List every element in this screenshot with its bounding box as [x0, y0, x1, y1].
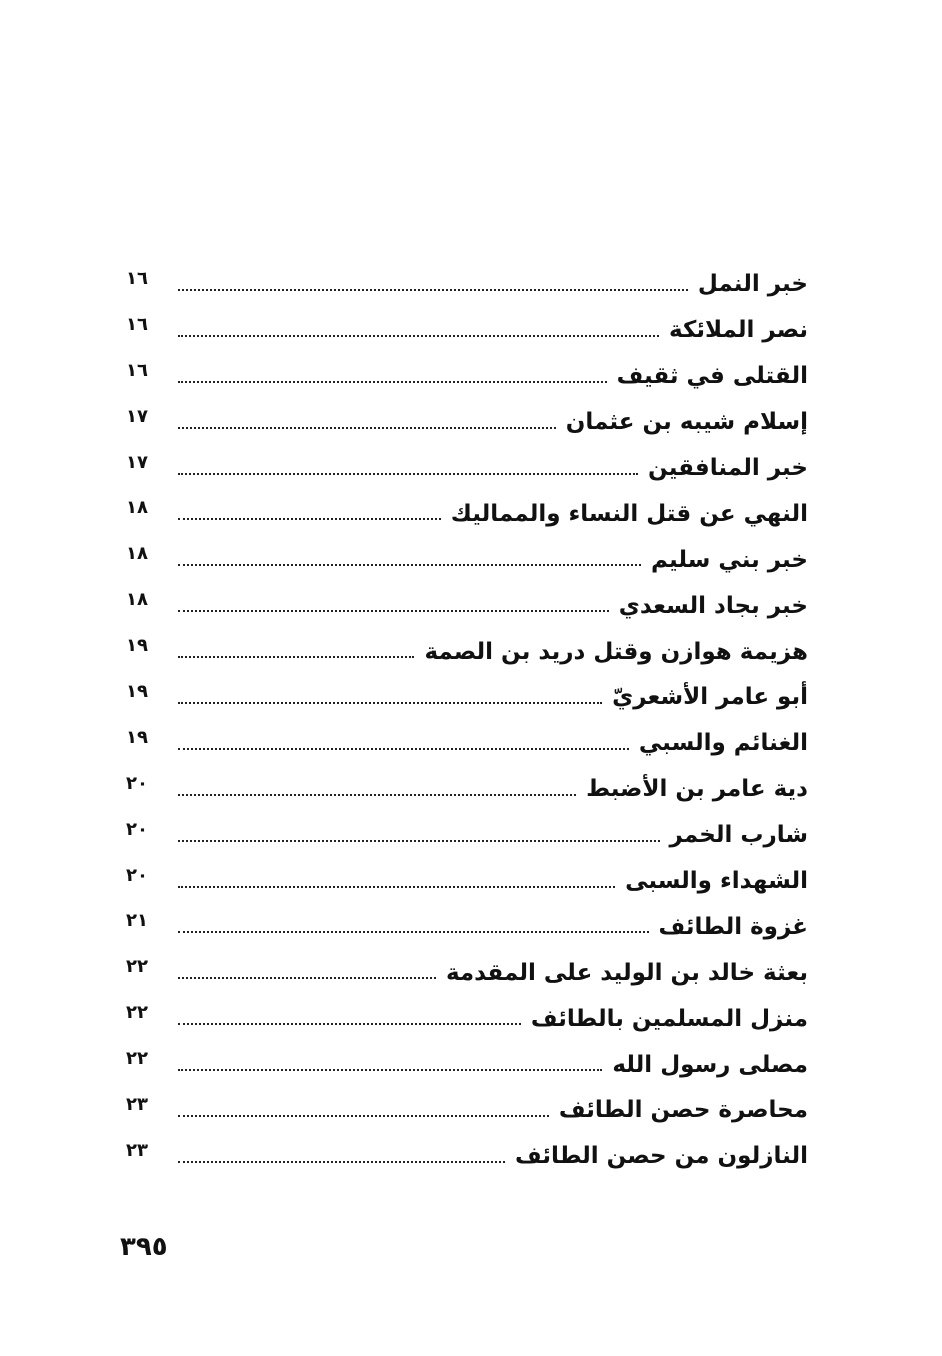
dot-leader — [178, 518, 441, 520]
toc-page-number: ١٨ — [126, 589, 148, 611]
toc-entry-title: دية عامر بن الأضبط — [586, 776, 808, 803]
dot-leader — [178, 335, 659, 337]
toc-page-number: ١٦ — [126, 313, 148, 335]
toc-entry-title: خبر بني سليم — [650, 546, 808, 573]
toc-entry-title: الشهداء والسبى — [625, 868, 808, 895]
dot-leader — [178, 748, 629, 750]
toc-entry-title: القتلى في ثقيف — [616, 363, 808, 390]
toc-page-number: ١٩ — [126, 726, 148, 748]
toc-page-number: ٢٠ — [126, 818, 148, 840]
toc-entry-title: نصر الملائكة — [669, 317, 808, 344]
toc-page-number: ٢٢ — [126, 1002, 148, 1024]
dot-leader — [178, 473, 638, 475]
toc-page-number: ١٨ — [126, 543, 148, 565]
toc-entry — [118, 859, 808, 905]
toc-entry — [118, 1042, 808, 1088]
toc-entry-title: محاصرة حصن الطائف — [558, 1097, 808, 1124]
dot-leader — [178, 610, 609, 612]
dot-leader — [178, 1069, 602, 1071]
toc-page-number: ١٩ — [126, 681, 148, 703]
toc-entry-title: شارب الخمر — [669, 822, 808, 849]
toc-entry-title: خبر بجاد السعدي — [618, 592, 808, 619]
toc-entry — [118, 813, 808, 859]
dot-leader — [178, 427, 556, 429]
toc-page-number: ١٧ — [126, 405, 148, 427]
toc-entry — [118, 950, 808, 996]
toc-page-number: ٢٢ — [126, 956, 148, 978]
toc-entry — [118, 262, 808, 308]
toc-entry — [118, 1134, 808, 1180]
dot-leader — [178, 702, 602, 704]
dot-leader — [178, 564, 641, 566]
table-of-contents — [118, 262, 808, 1180]
toc-entry — [118, 491, 808, 537]
dot-leader — [178, 381, 607, 383]
toc-page-number: ١٧ — [126, 451, 148, 473]
toc-page-number: ١٨ — [126, 497, 148, 519]
toc-page-number: ١٦ — [126, 359, 148, 381]
toc-entry — [118, 537, 808, 583]
toc-entry — [118, 446, 808, 492]
dot-leader — [178, 1115, 549, 1117]
toc-entry-title: إسلام شيبه بن عثمان — [565, 409, 808, 436]
dot-leader — [178, 931, 649, 933]
toc-entry-title: خبر المنافقين — [648, 455, 808, 481]
toc-entry — [118, 400, 808, 446]
toc-entry — [118, 904, 808, 950]
dot-leader — [178, 289, 688, 291]
toc-entry-title: خبر النمل — [697, 271, 808, 298]
toc-page-number: ١٩ — [126, 635, 148, 657]
toc-entry — [118, 721, 808, 767]
dot-leader — [178, 794, 576, 796]
toc-entry — [118, 629, 808, 675]
toc-page-number: ٢٠ — [126, 864, 148, 886]
toc-entry — [118, 1088, 808, 1134]
toc-page-number: ٢٣ — [126, 1139, 148, 1161]
toc-entry-title: النهي عن قتل النساء والمماليك — [450, 500, 808, 527]
dot-leader — [178, 1023, 521, 1025]
toc-page-number: ٢٣ — [126, 1094, 148, 1116]
dot-leader — [178, 656, 414, 658]
toc-entry-title: هزيمة هوازن وقتل دريد بن الصمة — [424, 638, 808, 665]
dot-leader — [178, 886, 615, 888]
dot-leader — [178, 977, 436, 979]
toc-entry-title: غزوة الطائف — [658, 913, 808, 940]
toc-entry-title: بعثة خالد بن الوليد على المقدمة — [445, 959, 808, 986]
toc-entry — [118, 675, 808, 721]
toc-entry-title: أبو عامر الأشعريّ — [612, 684, 808, 711]
toc-entry — [118, 354, 808, 400]
page-number: ٣٩٥ — [120, 1232, 168, 1262]
toc-page-number: ٢١ — [126, 910, 148, 932]
toc-entry-title: منزل المسلمين بالطائف — [530, 1005, 808, 1032]
dot-leader — [178, 1161, 505, 1163]
toc-page-number: ٢٠ — [126, 772, 148, 794]
toc-entry-title: النازلون من حصن الطائف — [515, 1143, 808, 1170]
toc-page-number: ٢٢ — [126, 1048, 148, 1070]
dot-leader — [178, 840, 660, 842]
toc-entry-title: مصلى رسول الله — [612, 1051, 808, 1078]
toc-entry-title: الغنائم والسبي — [638, 730, 808, 757]
toc-entry — [118, 767, 808, 813]
toc-page-number: ١٦ — [126, 268, 148, 289]
toc-entry — [118, 308, 808, 354]
toc-entry — [118, 583, 808, 629]
toc-entry — [118, 996, 808, 1042]
